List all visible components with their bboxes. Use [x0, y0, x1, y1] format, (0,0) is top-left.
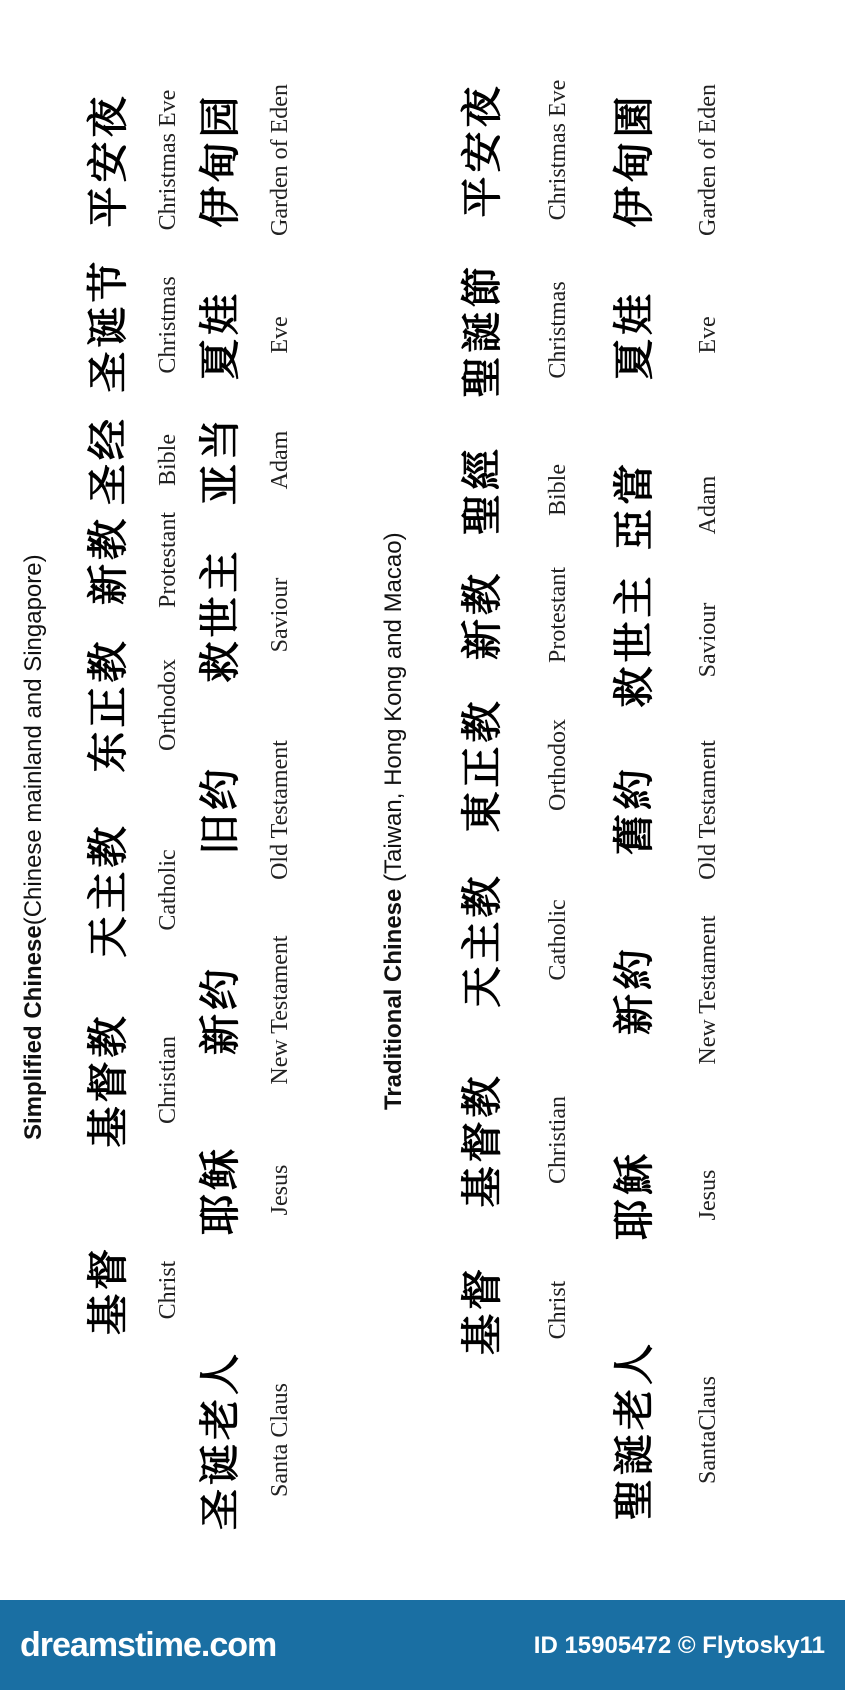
simplified-section-title	[20, 554, 48, 1140]
simplified-row1-item	[84, 515, 132, 605]
traditional-row1-en	[546, 719, 570, 811]
simplified-row1-item	[84, 92, 132, 228]
english-term: Protestant	[545, 567, 571, 663]
english-term: Christian	[545, 1096, 571, 1184]
traditional-row1-item	[458, 262, 506, 398]
english-term: Garden of Eden	[267, 84, 293, 236]
traditional-row2-en	[696, 1376, 720, 1484]
chinese-term: 新約	[610, 945, 658, 1035]
chinese-term: 基督	[458, 1265, 506, 1355]
traditional-row1-en	[546, 80, 570, 221]
english-term: Saviour	[267, 577, 293, 653]
chinese-term: 天主教	[84, 822, 132, 958]
english-term: Bible	[155, 434, 181, 486]
traditional-row1-item	[458, 697, 506, 833]
english-term: Christmas	[545, 281, 571, 379]
english-term: Adam	[695, 475, 721, 535]
simplified-row2-en	[268, 578, 292, 653]
traditional-row2-en	[696, 915, 720, 1064]
chinese-term: 新约	[196, 965, 244, 1055]
traditional-row1-item	[458, 570, 506, 660]
simplified-row1-en	[156, 434, 180, 486]
simplified-row2-item	[196, 765, 244, 855]
traditional-section-title	[380, 532, 408, 1110]
chinese-term: 平安夜	[84, 92, 132, 228]
traditional-row2-en	[696, 476, 720, 535]
english-term: Orthodox	[545, 719, 571, 811]
english-term: Saviour	[695, 602, 721, 678]
simplified-row2-en	[268, 935, 292, 1084]
english-term: Eve	[267, 316, 293, 354]
chinese-term: 旧约	[196, 765, 244, 855]
english-term: Catholic	[545, 899, 571, 981]
traditional-row1-en	[546, 567, 570, 663]
simplified-row1-en	[156, 659, 180, 751]
english-term: Eve	[695, 316, 721, 354]
simplified-row2-item	[196, 1145, 244, 1235]
traditional-row2-item	[610, 572, 658, 708]
traditional-row2-item	[610, 460, 658, 550]
traditional-row2-item	[610, 765, 658, 855]
traditional-row1-en	[546, 464, 570, 516]
simplified-row1-item	[84, 637, 132, 773]
traditional-title-region: (Taiwan, Hong Kong and Macao)	[380, 532, 407, 889]
chinese-term: 亞當	[610, 460, 658, 550]
traditional-row2-item	[610, 290, 658, 380]
traditional-row2-en	[696, 84, 720, 236]
chinese-term: 耶穌	[610, 1150, 658, 1240]
simplified-row1-item	[84, 822, 132, 958]
english-term: New Testament	[695, 915, 721, 1065]
chinese-term: 伊甸園	[610, 92, 658, 228]
simplified-row2-item	[196, 1350, 244, 1530]
english-term: Christmas Eve	[545, 79, 571, 221]
chinese-term: 亚当	[196, 415, 244, 505]
chinese-term: 夏娃	[610, 290, 658, 380]
english-term: Christ	[155, 1260, 181, 1320]
simplified-row2-en	[268, 1383, 292, 1497]
chinese-term: 聖誕老人	[610, 1340, 658, 1520]
simplified-row1-item	[84, 1012, 132, 1148]
traditional-row1-en	[546, 1096, 570, 1184]
traditional-row1-en	[546, 1281, 570, 1340]
english-term: Adam	[267, 430, 293, 490]
traditional-row2-en	[696, 603, 720, 678]
chinese-term: 救世主	[196, 547, 244, 683]
simplified-row2-en	[268, 84, 292, 236]
image-credit: ID 15905472 © Flytosky11	[533, 1632, 825, 1659]
traditional-row2-item	[610, 1340, 658, 1520]
english-term: Old Testament	[695, 740, 721, 880]
traditional-row1-item	[458, 1265, 506, 1355]
simplified-row1-en	[156, 276, 180, 373]
chinese-term: 夏娃	[196, 290, 244, 380]
chinese-term: 伊甸园	[196, 92, 244, 228]
chinese-term: 東正教	[458, 697, 506, 833]
simplified-row2-item	[196, 965, 244, 1055]
simplified-title-region: (Chinese mainland and Singapore)	[20, 554, 47, 926]
traditional-row2-item	[610, 1150, 658, 1240]
simplified-row2-en	[268, 431, 292, 490]
chinese-term: 平安夜	[458, 82, 506, 218]
simplified-row2-item	[196, 415, 244, 505]
english-term: Bible	[545, 464, 571, 516]
chinese-term: 圣经	[84, 415, 132, 505]
english-term: Garden of Eden	[695, 84, 721, 236]
chinese-term: 基督教	[458, 1072, 506, 1208]
traditional-title-bold: Traditional Chinese	[380, 888, 407, 1110]
stock-watermark-footer	[0, 1600, 845, 1690]
simplified-row2-item	[196, 290, 244, 380]
simplified-row2-en	[268, 740, 292, 880]
english-term: Protestant	[155, 512, 181, 608]
traditional-row1-item	[458, 445, 506, 535]
simplified-row1-en	[156, 1261, 180, 1320]
traditional-row2-item	[610, 92, 658, 228]
traditional-row1-item	[458, 82, 506, 218]
traditional-row2-en	[696, 1170, 720, 1221]
chinese-term: 舊約	[610, 765, 658, 855]
traditional-row1-item	[458, 1072, 506, 1208]
english-term: Old Testament	[267, 740, 293, 880]
chinese-term: 新教	[84, 515, 132, 605]
chinese-term: 天主教	[458, 872, 506, 1008]
traditional-row2-en	[696, 740, 720, 880]
traditional-row1-en	[546, 899, 570, 980]
english-term: New Testament	[267, 935, 293, 1085]
simplified-row1-en	[156, 849, 180, 930]
traditional-row2-en	[696, 316, 720, 353]
english-term: Orthodox	[155, 659, 181, 751]
simplified-row1-item	[84, 415, 132, 505]
chinese-term: 新教	[458, 570, 506, 660]
chinese-term: 东正教	[84, 637, 132, 773]
english-term: SantaClaus	[695, 1376, 721, 1484]
chinese-term: 基督	[84, 1245, 132, 1335]
traditional-row1-item	[458, 872, 506, 1008]
chinese-term: 圣诞节	[84, 257, 132, 393]
simplified-row2-en	[268, 1165, 292, 1216]
chinese-term: 圣诞老人	[196, 1350, 244, 1530]
simplified-row1-en	[156, 90, 180, 231]
english-term: Christ	[545, 1280, 571, 1340]
stock-brand-logo: dreamstime.com	[20, 1626, 277, 1664]
chinese-term: 基督教	[84, 1012, 132, 1148]
english-term: Christian	[155, 1036, 181, 1124]
simplified-row1-en	[156, 512, 180, 608]
chinese-term: 聖經	[458, 445, 506, 535]
english-term: Santa Claus	[267, 1383, 293, 1497]
simplified-row2-item	[196, 547, 244, 683]
simplified-row2-item	[196, 92, 244, 228]
english-term: Christmas Eve	[155, 89, 181, 231]
english-term: Catholic	[155, 849, 181, 931]
chinese-term: 耶稣	[196, 1145, 244, 1235]
traditional-row2-item	[610, 945, 658, 1035]
english-term: Jesus	[267, 1164, 293, 1216]
chinese-term: 救世主	[610, 572, 658, 708]
simplified-row1-item	[84, 257, 132, 393]
chinese-term: 聖誕節	[458, 262, 506, 398]
simplified-row2-en	[268, 316, 292, 353]
simplified-row1-item	[84, 1245, 132, 1335]
simplified-title-bold: Simplified Chinese	[20, 925, 47, 1140]
english-term: Christmas	[155, 276, 181, 374]
english-term: Jesus	[695, 1169, 721, 1221]
traditional-row1-en	[546, 281, 570, 378]
simplified-row1-en	[156, 1036, 180, 1124]
